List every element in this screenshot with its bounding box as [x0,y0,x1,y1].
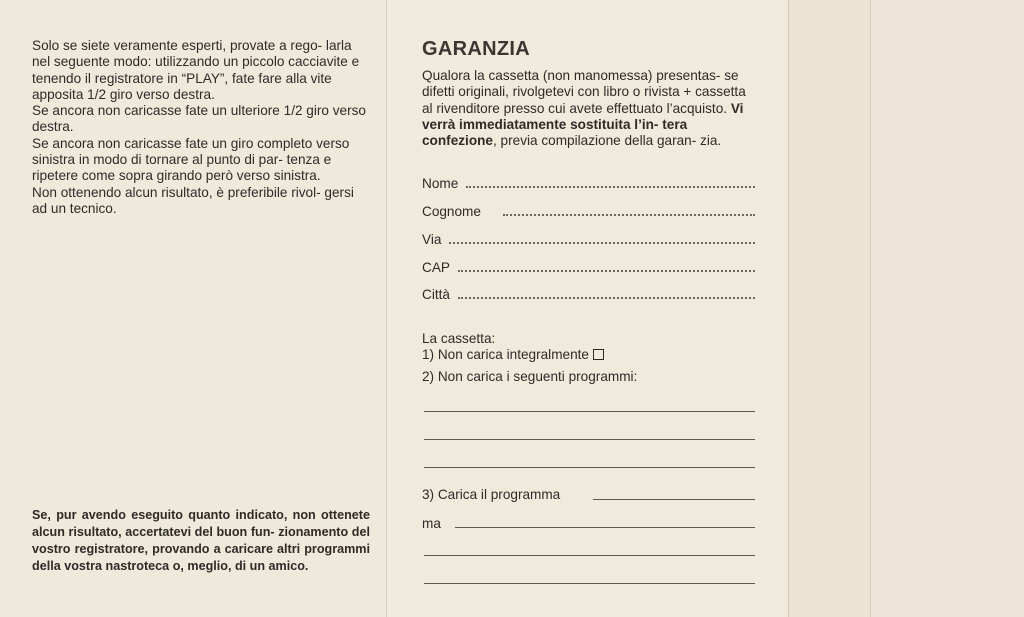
but-label: ma [422,516,441,531]
fold-flap-outer [870,0,1024,617]
option-programs-list: 2) Non carica i seguenti programmi: [422,369,638,384]
warranty-intro-bold: Vi verrà immediatamente sostituita l’in- tera confezione [422,100,744,149]
but-line-1[interactable] [455,527,755,528]
option-loads-program: 3) Carica il programma [422,487,561,502]
option-full-load-label: 1) Non carica integralmente [422,347,589,362]
warranty-title: GARANZIA [422,38,530,60]
zip-label: CAP [422,260,450,275]
programs-line-2[interactable] [424,439,755,440]
fold-flap-inner [788,0,870,617]
tuning-instructions [32,38,368,217]
instruction-paragraph: Se ancora non caricasse fate un ulteriore 1/2 giro verso destra. [32,103,366,135]
zip-field[interactable] [422,260,755,278]
option-full-load [422,347,604,362]
street-field[interactable] [422,232,755,250]
warranty-intro [422,68,756,149]
street-dotted-line[interactable] [449,232,755,244]
name-field[interactable] [422,176,755,194]
name-dotted-line[interactable] [466,176,755,188]
city-label: Città [422,287,450,302]
warranty-panel [386,0,788,617]
programs-line-3[interactable] [424,467,755,468]
instruction-paragraph: Non ottenendo alcun risultato, è preferibile rivol- gersi ad un tecnico. [32,184,354,216]
but-line-3[interactable] [424,583,755,584]
but-line-2[interactable] [424,555,755,556]
surname-label: Cognome [422,204,481,219]
cassette-heading: La cassetta: [422,331,496,346]
street-label: Via [422,232,442,247]
instruction-paragraph: Se ancora non caricasse fate un giro completo verso sinistra in modo di tornare al punto di par- tenza e ripetere come sopra girando però verso sinistra. [32,135,350,184]
zip-dotted-line[interactable] [458,260,755,272]
program-name-line[interactable] [593,499,755,500]
warranty-intro-text-end: , previa compilazione della garan- zia. [493,133,722,149]
city-dotted-line[interactable] [458,287,755,299]
full-load-checkbox[interactable] [593,349,604,360]
city-field[interactable] [422,287,755,305]
left-panel [0,0,386,617]
surname-dotted-line[interactable] [503,204,755,216]
warranty-intro-text: Qualora la cassetta (non manomessa) presentas- se difetti originali, rivolgetevi con libro o rivista + cassetta al rivenditore presso cui avete effettuato l’acquisto. [422,68,746,116]
programs-line-1[interactable] [424,411,755,412]
surname-field[interactable] [422,204,755,222]
recorder-check-tip: Se, pur avendo eseguito quanto indicato, non ottenete alcun risultato, accertatevi del buon fun- zionamento del vostro registratore, provando a caricare altri programmi della vostra nastroteca o, meglio, di un amico. [32,508,370,573]
name-label: Nome [422,176,459,191]
instruction-paragraph: Solo se siete veramente esperti, provate a rego- larla nel seguente modo: utilizzando un piccolo cacciavite e tenendo il registratore in “PLAY”, fate fare alla vite apposita 1/2 giro verso destra. [32,38,360,102]
